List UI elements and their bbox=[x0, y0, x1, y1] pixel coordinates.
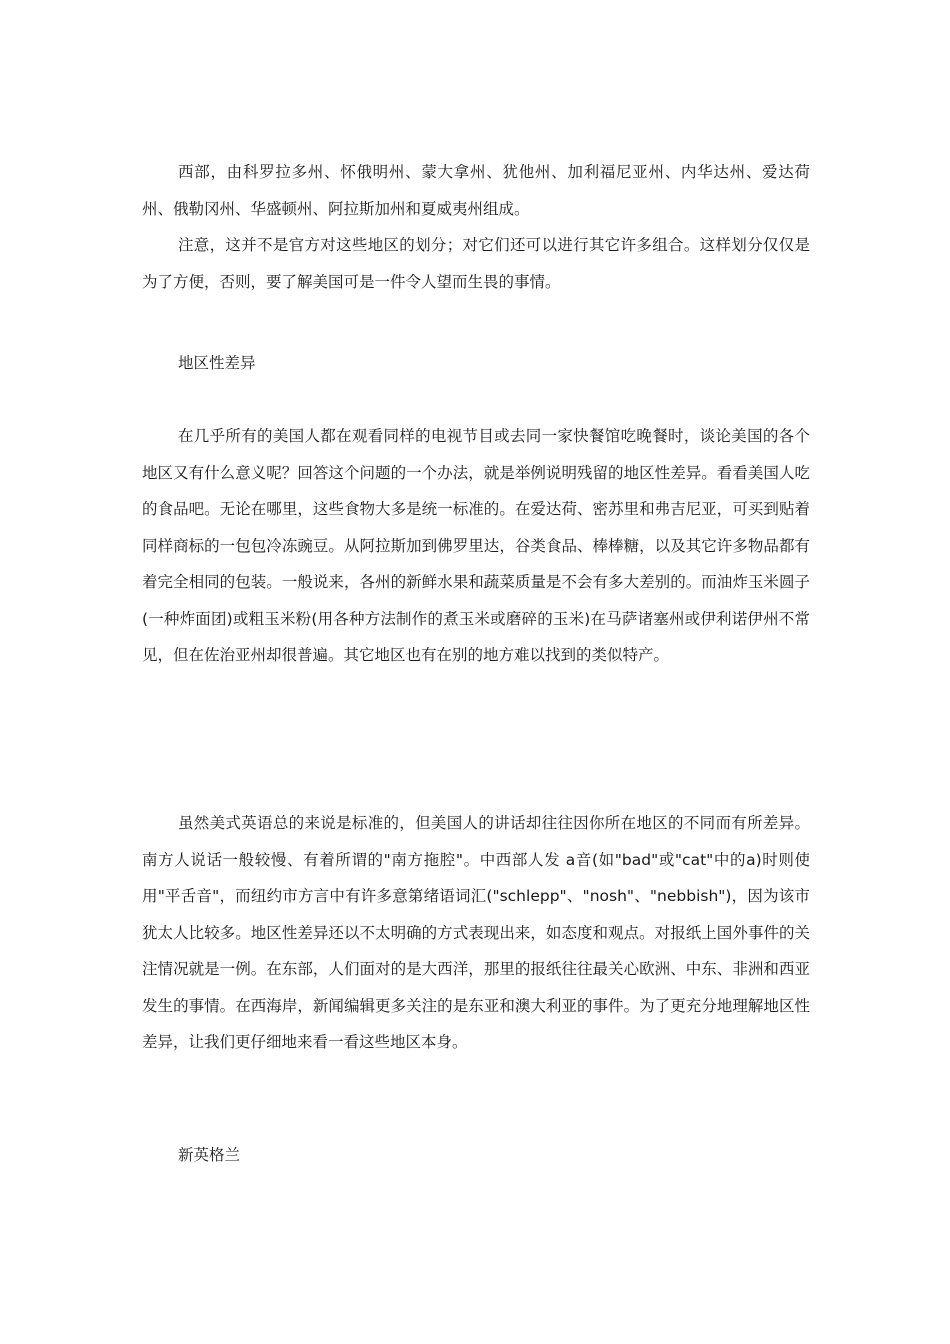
paragraph-speech-differences: 虽然美式英语总的来说是标准的，但美国人的讲话却往往因你所在地区的不同而有所差异。南方人说话一般较慢、有着所谓的"南方拖腔"。中西部人发 a音(如"bad"或"cat"中的a)时则使用"平舌音"，而纽约市方言中有许多意第绪语词汇("schlepp"、"nosh"、"nebbish")，因为该市犹太人比较多。地区性差异还以不太明确的方式表现出来，如态度和观点。对报纸上国外事件的关注情况就是一例。在东部，人们面对的是大西洋，那里的报纸往往最关心欧洲、中东、非洲和西亚发生的事情。在西海岸，新闻编辑更多关注的是东亚和澳大利亚的事件。为了更充分地理解地区性差异，让我们更仔细地来看一看这些地区本身。 bbox=[142, 814, 810, 1051]
food-differences-section bbox=[142, 418, 810, 674]
paragraph-west-states: 西部，由科罗拉多州、怀俄明州、蒙大拿州、犹他州、加利福尼亚州、内华达州、爱达荷州、俄勒冈州、华盛顿州、阿拉斯加州和夏威夷州组成。 bbox=[142, 163, 810, 218]
heading-regional-differences: 地区性差异 bbox=[178, 354, 256, 372]
heading-new-england: 新英格兰 bbox=[178, 1146, 241, 1164]
paragraph-food-differences: 在几乎所有的美国人都在观看同样的电视节目或去同一家快餐馆吃晚餐时，谈论美国的各个地区又有什么意义呢？回答这个问题的一个办法，就是举例说明残留的地区性差异。看看美国人吃的食品吧。无论在哪里，这些食物大多是统一标准的。在爱达荷、密苏里和弗吉尼亚，可买到贴着同样商标的一包包冷冻豌豆。从阿拉斯加到佛罗里达，谷类食品、棒棒糖，以及其它许多物品都有着完全相同的包装。一般说来，各州的新鲜水果和蔬菜质量是不会有多大差别的。而油炸玉米圆子(一种炸面团)或粗玉米粉(用各种方法制作的煮玉米或磨碎的玉米)在马萨诸塞州或伊利诺伊州不常见，但在佐治亚州却很普遍。其它地区也有在别的地方难以找到的类似特产。 bbox=[142, 427, 810, 664]
paragraph-division-note: 注意，这并不是官方对这些地区的划分；对它们还可以进行其它许多组合。这样划分仅仅是为了方便，否则，要了解美国可是一件令人望而生畏的事情。 bbox=[142, 236, 810, 291]
west-region-section bbox=[142, 154, 810, 300]
speech-differences-section bbox=[142, 805, 810, 1061]
